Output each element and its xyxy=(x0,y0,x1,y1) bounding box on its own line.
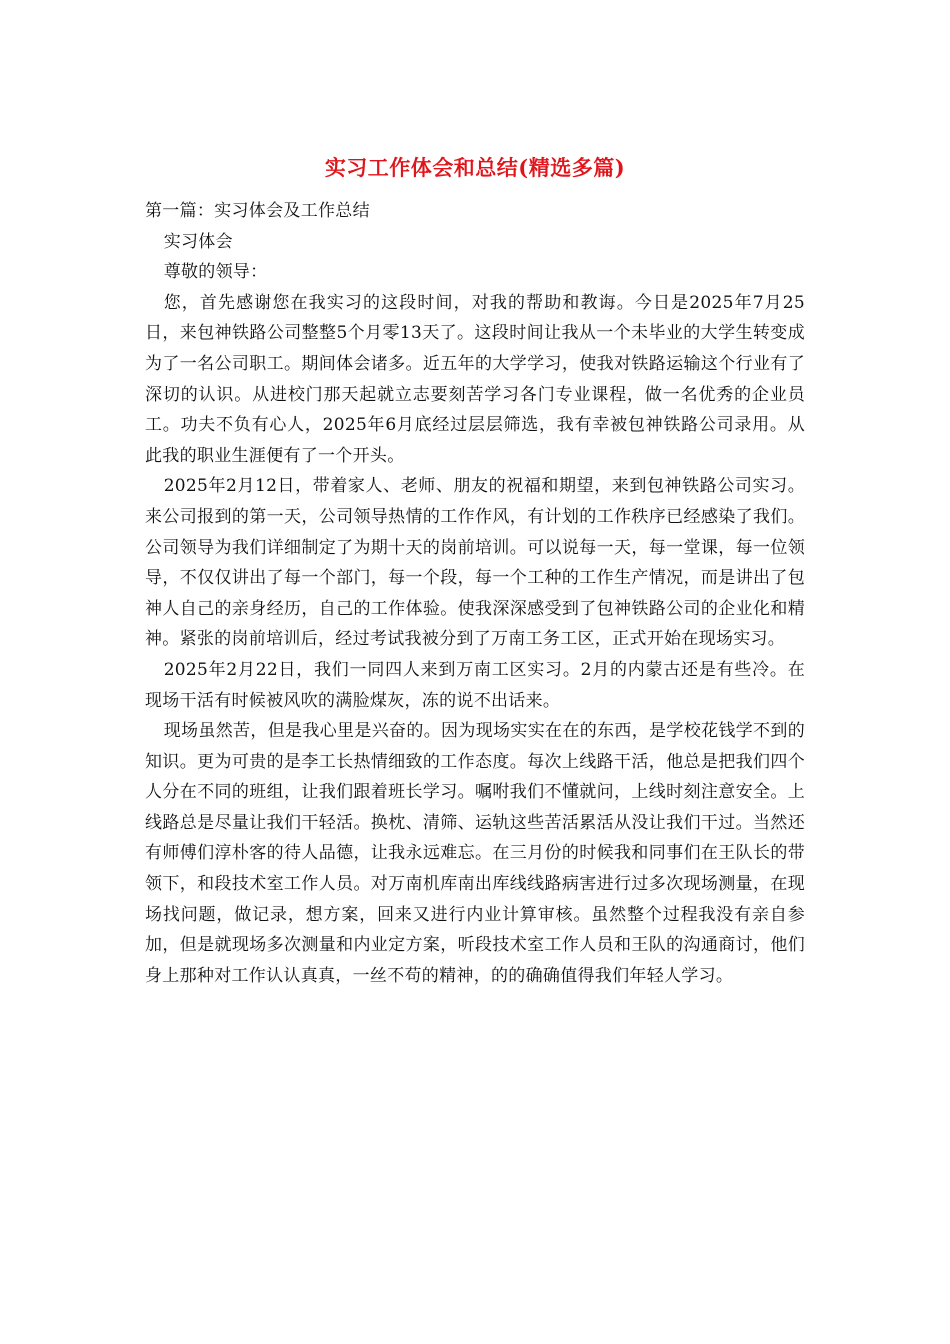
paragraph-3: 2025年2月22日，我们一同四人来到万南工区实习。2月的内蒙古还是有些冷。在现场干活有时候被风吹的满脸煤灰，冻的说不出话来。 xyxy=(145,659,805,711)
document-body xyxy=(145,196,805,991)
section-heading: 第一篇：实习体会及工作总结 xyxy=(145,201,370,221)
paragraph-1: 您，首先感谢您在我实习的这段时间，对我的帮助和教诲。今日是2025年7月25日，来包神铁路公司整整5个月零13天了。这段时间让我从一个未毕业的大学生转变成为了一名公司职工。期间体会诸多。近五年的大学学习，使我对铁路运输这个行业有了深切的认识。从进校门那天起就立志要刻苦学习各门专业课程，做一名优秀的企业员工。功夫不负有心人，2025年6月底经过层层筛选，我有幸被包神铁路公司录用。从此我的职业生涯便有了一个开头。 xyxy=(145,292,805,466)
paragraph-4: 现场虽然苦，但是我心里是兴奋的。因为现场实实在在的东西，是学校花钱学不到的知识。更为可贵的是李工长热情细致的工作态度。每次上线路干活，他总是把我们四个人分在不同的班组，让我们跟着班长学习。嘱咐我们不懂就问，上线时刻注意安全。上线路总是尽量让我们干轻活。换枕、清筛、运轨这些苦活累活从没让我们干过。当然还有师傅们淳朴客的待人品德，让我永远难忘。在三月份的时候我和同事们在王队长的带领下，和段技术室工作人员。对万南机库南出库线线路病害进行过多次现场测量，在现场找问题，做记录，想方案，回来又进行内业计算审核。虽然整个过程我没有亲自参加，但是就现场多次测量和内业定方案，听段技术室工作人员和王队的沟通商讨，他们身上那种对工作认认真真，一丝不苟的精神，的的确确值得我们年轻人学习。 xyxy=(145,721,805,986)
document-title: 实习工作体会和总结(精选多篇) xyxy=(324,155,626,180)
paragraph-2: 2025年2月12日，带着家人、老师、朋友的祝福和期望，来到包神铁路公司实习。来公司报到的第一天，公司领导热情的工作作风，有计划的工作秩序已经感染了我们。公司领导为我们详细制定了为期十天的岗前培训。可以说每一天，每一堂课，每一位领导，不仅仅讲出了每一个部门，每一个段，每一个工种的工作生产情况，而是讲出了包神人自己的亲身经历，自己的工作体验。使我深深感受到了包神铁路公司的企业化和精神。紧张的岗前培训后，经过考试我被分到了万南工务工区，正式开始在现场实习。 xyxy=(145,476,805,650)
paragraph-subheading: 实习体会 xyxy=(163,231,233,252)
paragraph-salutation: 尊敬的领导： xyxy=(163,262,268,283)
